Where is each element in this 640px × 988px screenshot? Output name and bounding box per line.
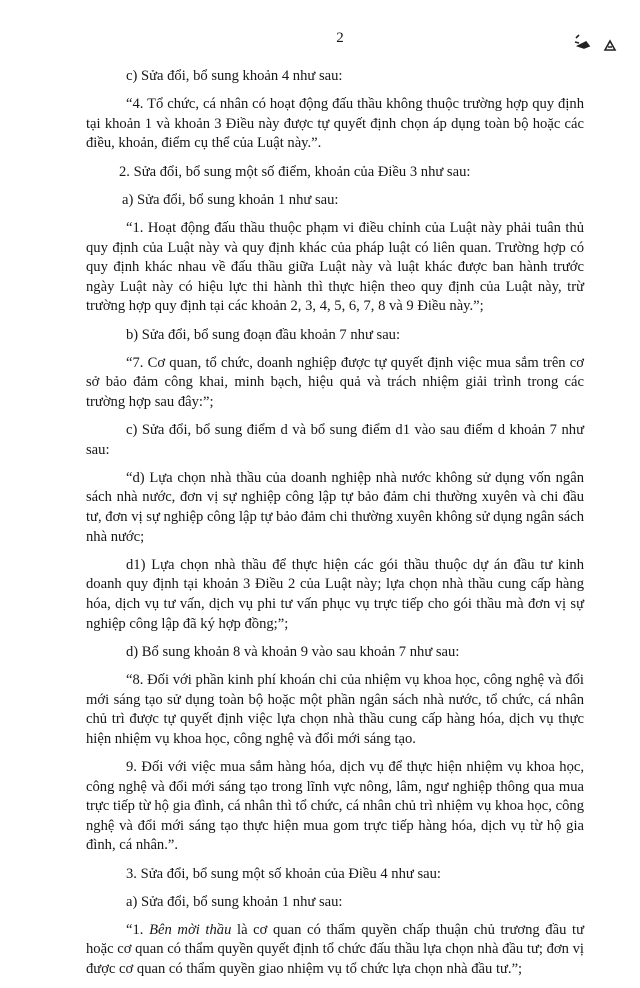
paragraph-clause-7-text: “7. Cơ quan, tổ chức, doanh nghiệp được tự quyết định việc mua sắm trên cơ sở bảo đảm công khai, minh bạch, hiệu quả và trách nhiệm giải trình trong các trường hợp sau đây:”; [86, 354, 584, 410]
scan-artifact-icon [572, 32, 622, 56]
paragraph-clause-9-text: 9. Đối với việc mua sắm hàng hóa, dịch vụ để thực hiện nhiệm vụ khoa học, công nghệ và đổi mới sáng tạo trong lĩnh vực nông, lâm, ngư nghiệp thông qua mua trực tiếp từ hộ gia đình, cá nhân thì tổ chức, cá nhân chủ trì nhiệm vụ khoa học, công nghệ và đổi mới sáng tạo thực hiện mua gom trực tiếp hàng hóa, dịch vụ từ hộ gia đình, cá nhân.”. [86, 758, 584, 854]
paragraph-a-amend-clause-1: a) Sửa đổi, bổ sung khoản 1 như sau: [122, 191, 339, 208]
paragraph-clause-1-text: “1. Hoạt động đấu thầu thuộc phạm vi điều chỉnh của Luật này phải tuân thủ quy định của Luật này và quy định khác của pháp luật có liên quan. Trường hợp có quy định khác nhau về đấu thầu giữa Luật này và luật khác được ban hành trước ngày Luật này có hiệu lực thi hành thì thực hiện theo quy định của Luật này, trừ trường hợp quy định tại các khoản 2, 3, 4, 5, 6, 7, 8 và 9 Điều này.”; [86, 219, 584, 315]
paragraph-point-d-text: “d) Lựa chọn nhà thầu của doanh nghiệp nhà nước không sử dụng vốn ngân sách nhà nước, đơn vị sự nghiệp công lập tự bảo đảm chi thường xuyên và chi đầu tư, đơn vị sự nghiệp công lập tự bảo đảm chi thường xuyên không sử dụng ngân sách nhà nước; [86, 469, 584, 545]
paragraph-article-4-clause-1-text [86, 921, 584, 980]
page-number: 2 [336, 30, 344, 46]
quote-prefix: “1. [126, 921, 150, 938]
document-body [86, 67, 584, 988]
definition-text: là cơ quan có thẩm quyền chấp thuận chủ trương đầu tư hoặc cơ quan có thẩm quyền quyết định tổ chức đấu thầu lựa chọn nhà đầu tư; đơn vị được cơ quan có thẩm quyền giao nhiệm vụ tổ chức lựa chọn nhà đầu tư.”; [86, 921, 584, 978]
paragraph-item-3-heading: 3. Sửa đổi, bổ sung một số khoản của Điều 4 như sau: [126, 865, 441, 882]
paragraph-b-amend-clause-7: b) Sửa đổi, bổ sung đoạn đầu khoản 7 như sau: [126, 326, 401, 343]
paragraph-clause-4-text: “4. Tổ chức, cá nhân có hoạt động đấu thầu không thuộc trường hợp quy định tại khoản 1 và khoản 3 Điều này được tự quyết định chọn áp dụng toàn bộ hoặc các điều, khoản, điểm cụ thể của Luật này.”. [86, 96, 584, 152]
paragraph-point-d1-text: d1) Lựa chọn nhà thầu để thực hiện các gói thầu thuộc dự án đầu tư kinh doanh quy định tại khoản 3 Điều 2 của Luật này; lựa chọn nhà thầu cung cấp hàng hóa, dịch vụ tư vấn, dịch vụ phi tư vấn phục vụ trực tiếp cho gói thầu mà đơn vị sự nghiệp công lập đã ký hợp đồng;”; [86, 556, 584, 632]
paragraph-c-amend-point-d: c) Sửa đổi, bổ sung điểm d và bổ sung điểm d1 vào sau điểm d khoản 7 như sau: [86, 422, 584, 458]
paragraph-a-amend-article-4-clause-1: a) Sửa đổi, bổ sung khoản 1 như sau: [126, 893, 343, 910]
paragraph-clause-8-text: “8. Đối với phần kinh phí khoán chi của nhiệm vụ khoa học, công nghệ và đổi mới sáng tạo sử dụng toàn bộ hoặc một phần ngân sách nhà nước, tổ chức, cá nhân chủ trì được tự quyết định việc lựa chọn nhà thầu cung cấp hàng hóa, dịch vụ thực hiện nhiệm vụ khoa học, công nghệ và đổi mới sáng tạo. [86, 671, 584, 747]
defined-term: Bên mời thầu [149, 921, 232, 938]
paragraph-item-2-heading: 2. Sửa đổi, bổ sung một số điểm, khoản của Điều 3 như sau: [119, 163, 471, 180]
paragraph-c-amend-clause-4: c) Sửa đổi, bổ sung khoản 4 như sau: [126, 68, 343, 84]
paragraph-d-add-clauses-8-9: d) Bổ sung khoản 8 và khoản 9 vào sau khoản 7 như sau: [126, 643, 460, 660]
